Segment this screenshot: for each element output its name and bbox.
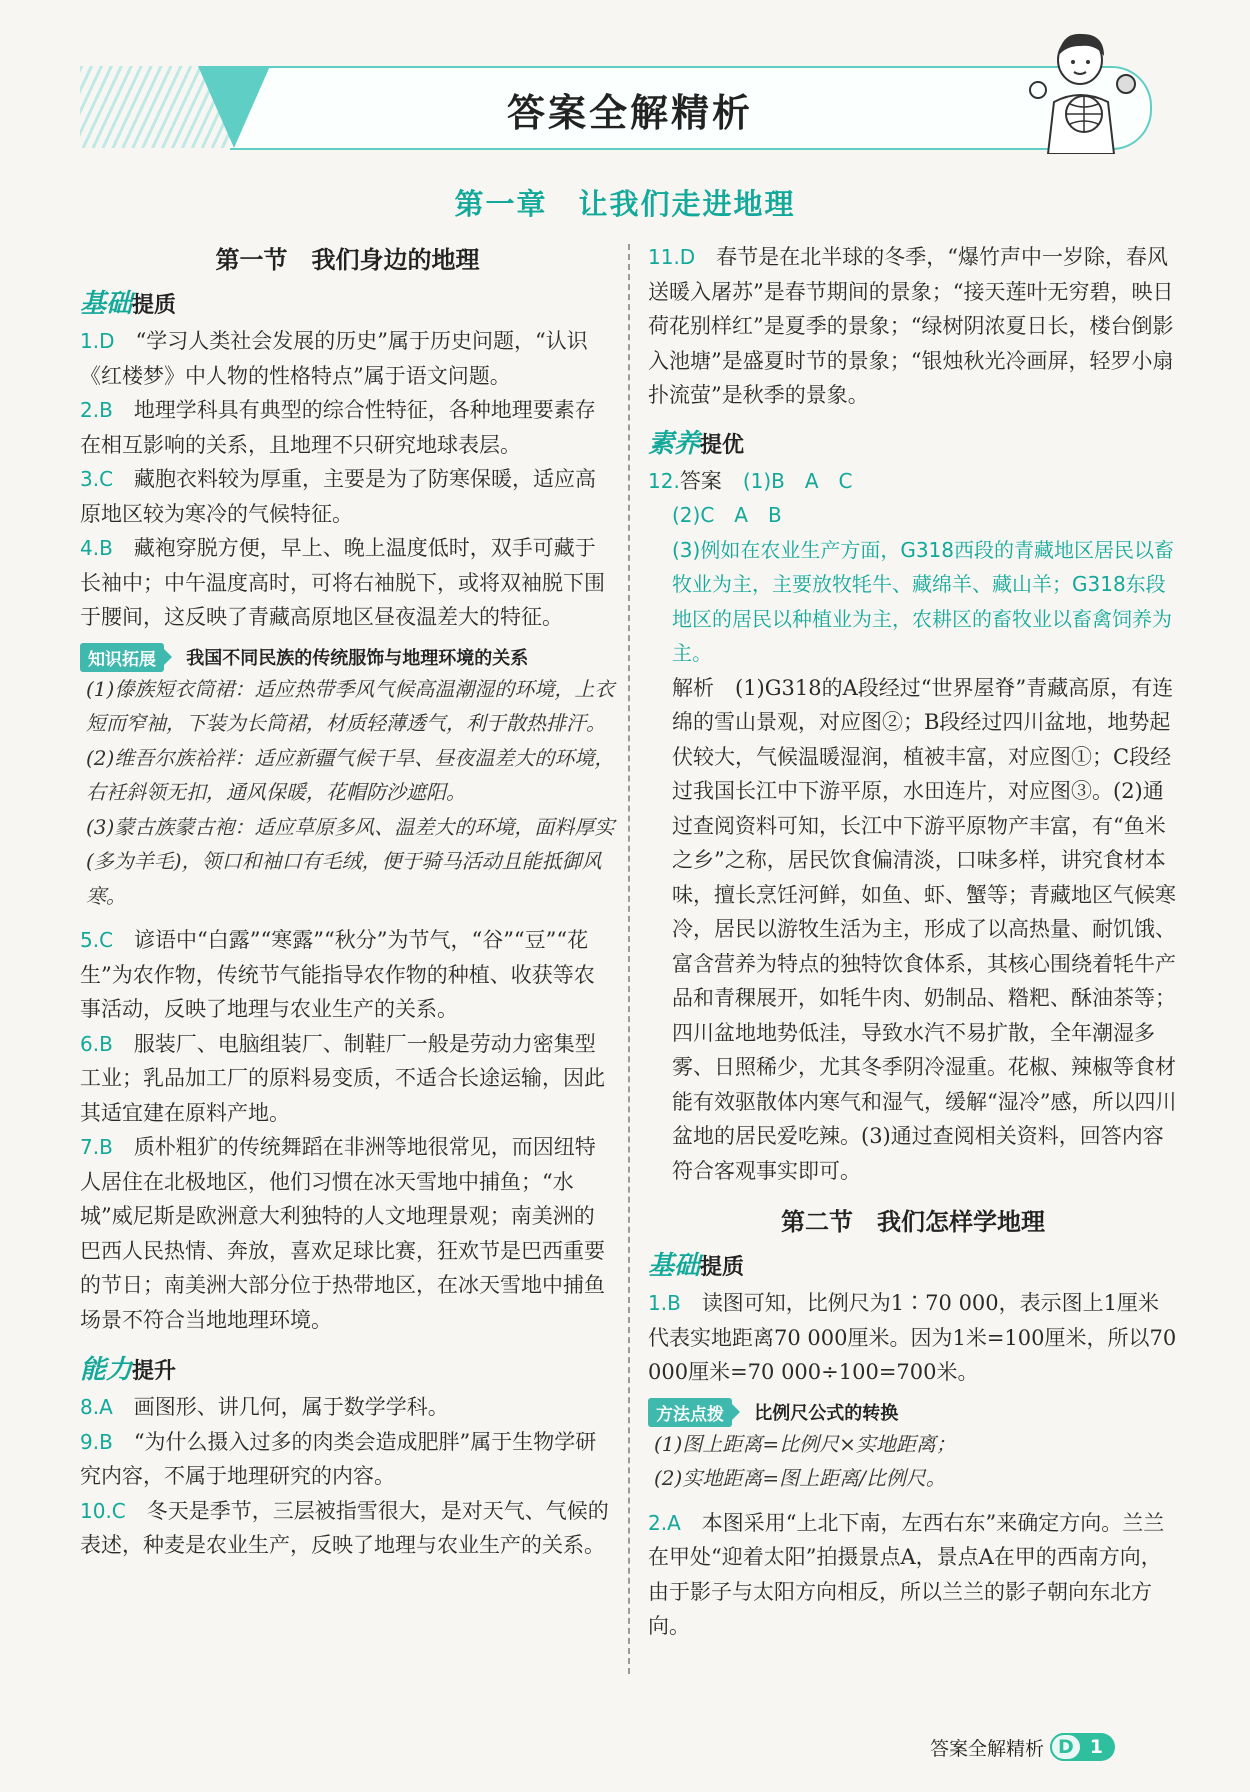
knowledge-extension-box [80, 643, 615, 914]
page-footer [930, 1733, 1115, 1761]
method-line: (1)图上距离=比例尺×实地距离； [654, 1431, 956, 1456]
answer-item: 2.B 地理学科具有典型的综合性特征，各种地理要素存在相互影响的关系，且地理不只研究地球表层。 [80, 398, 596, 457]
section-title: 第一节 我们身边的地理 [215, 246, 480, 274]
analysis: 解析 (1)G318的A段经过“世界屋脊”青藏高原，有连绵的雪山景观，对应图②；B段经过四川盆地，地势起伏较大，气候温暖湿润，植被丰富，对应图①；C段经过我国长江中下游平原，水田连片，对应图③。(2)通过查阅资料可知，长江中下游平原物产丰富，有“鱼米之乡”之称，居民饮食偏清淡，口味多样，讲究食材本味，擅长烹饪河鲜，如鱼、虾、蟹等；青藏地区气候寒冷，居民以游牧生活为主，形成了以高热量、耐饥饿、富含营养为特点的独特饮食体系，其核心围绕着牦牛产品和青稞展开，如牦牛肉、奶制品、糌粑、酥油茶等；四川盆地地势低洼，导致水汽不易扩散，全年潮湿多雾、日照稀少，尤其冬季阴冷湿重。花椒、辣椒等食材能有效驱散体内寒气和湿气，缓解“湿冷”感，所以四川盆地的居民爱吃辣。(3)通过查阅相关资料，回答内容符合客观事实即可。 [672, 675, 1177, 1183]
answer-item: 7.B 质朴粗犷的传统舞蹈在非洲等地很常见，而因纽特人居住在北极地区，他们习惯在冰天雪地中捕鱼；“水城”威尼斯是欧洲意大利独特的人文地理景观；南美洲的巴西人民热情、奔放，喜欢足球比赛，狂欢节是巴西重要的节日；南美洲大部分位于热带地区，在冰天雪地中捕鱼场景不符合当地地理环境。 [80, 1135, 605, 1332]
answer-item: 3.C 藏胞衣料较为厚重，主要是为了防寒保暖，适应高原地区较为寒冷的气候特征。 [80, 467, 597, 526]
extension-tag: 知识拓展 [80, 643, 164, 672]
answer-item: 2.A 本图采用“上北下南，左西右东”来确定方向。兰兰在甲处“迎着太阳”拍摄景点A，景点A在甲的西南方向，由于影子与太阳方向相反，所以兰兰的影子朝向东北方向。 [648, 1510, 1165, 1638]
answer-item: 1.D “学习人类社会发展的历史”属于历史问题，“认识《红楼梦》中人物的性格特点”属于语文问题。 [80, 329, 588, 388]
page-title: 答案全解精析 [506, 91, 753, 135]
header-banner [80, 66, 1180, 148]
method-line: (2)实地距离=图上距离/比例尺。 [654, 1466, 946, 1490]
extension-line: (1)傣族短衣筒裙：适应热带季风气候高温潮湿的环境，上衣短而窄袖，下装为长筒裙，材质轻薄透气，利于散热排汗。 [86, 676, 615, 735]
answer-item: 11.D 春节是在北半球的冬季，“爆竹声中一岁除，春风送暖入屠苏”是春节期间的景象；“接天莲叶无穷碧，映日荷花别样红”是夏季的景象；“绿树阴浓夏日长，楼台倒影入池塘”是盛夏时节的景象；“银烛秋光冷画屏，轻罗小扇扑流萤”是秋季的景象。 [648, 245, 1174, 407]
answer-item: 9.B “为什么摄入过多的肉类会造成肥胖”属于生物学研究内容，不属于地理研究的内容。 [80, 1429, 597, 1488]
answer-item: 5.C 谚语中“白露”“寒露”“秋分”为节气，“谷”“豆”“花生”为农作物，传统节气能指导农作物的种植、收获等农事活动，反映了地理与农业生产的关系。 [80, 928, 595, 1021]
level-heading-basic: 基础提质 [648, 1251, 745, 1281]
right-column [648, 240, 1178, 1644]
section-title: 第二节 我们怎样学地理 [781, 1208, 1045, 1236]
answer-12-part2: (2)C A B [672, 503, 782, 527]
left-column [80, 240, 615, 1563]
answer-item: 1.B 读图可知，比例尺为1∶70 000，表示图上1厘米代表实地距离70 000厘米。因为1米=100厘米，所以70 000厘米=70 000÷100=700米。 [648, 1291, 1177, 1384]
answer-item-12: 12.答案 (1)B A C [648, 468, 853, 493]
answer-item: 10.C 冬天是季节，三层被指雪很大，是对天气、气候的表述，种麦是农业生产，反映了地理与农业生产的关系。 [80, 1498, 609, 1557]
column-divider [628, 244, 630, 1674]
footer-label: 答案全解精析 [930, 1737, 1045, 1760]
extension-line: (3)蒙古族蒙古袍：适应草原多风、温差大的环境，面料厚实(多为羊毛)，领口和袖口有毛绒，便于骑马活动且能抵御风寒。 [86, 814, 615, 908]
extension-title: 我国不同民族的传统服饰与地理环境的关系 [186, 648, 529, 669]
level-heading-ability: 能力提升 [80, 1355, 177, 1385]
answer-item: 6.B 服装厂、电脑组装厂、制鞋厂一般是劳动力密集型工业；乳品加工厂的原料易变质，不适合长途运输，因此其适宜建在原料产地。 [80, 1031, 605, 1125]
level-heading-basic: 基础提质 [80, 289, 177, 319]
chapter-title: 第一章 让我们走进地理 [454, 187, 796, 221]
answer-item: 8.A 画图形、讲几何，属于数学学科。 [80, 1395, 449, 1419]
method-title: 比例尺公式的转换 [754, 1403, 899, 1424]
answer-item: 4.B 藏袍穿脱方便，早上、晚上温度低时，双手可藏于长袖中；中午温度高时，可将右袖脱下，或将双袖脱下围于腰间，这反映了青藏高原地区昼夜温差大的特征。 [80, 536, 605, 629]
extension-line: (2)维吾尔族袷袢：适应新疆气候干旱、昼夜温差大的环境，右衽斜领无扣，通风保暖，花帽防沙遮阳。 [86, 745, 615, 804]
answer-12-part3: (3)例如在农业生产方面，G318西段的青藏地区居民以畜牧业为主，主要放牧牦牛、藏绵羊、藏山羊；G318东段地区的居民以种植业为主，农耕区的畜牧业以畜禽饲养为主。 [672, 537, 1175, 665]
page-number-badge: D 1 [1050, 1733, 1115, 1761]
method-tip-box [648, 1398, 1178, 1496]
level-heading-suyang: 素养提优 [648, 428, 745, 459]
method-tag: 方法点拨 [648, 1398, 732, 1427]
student-mascot-icon [1018, 26, 1148, 154]
